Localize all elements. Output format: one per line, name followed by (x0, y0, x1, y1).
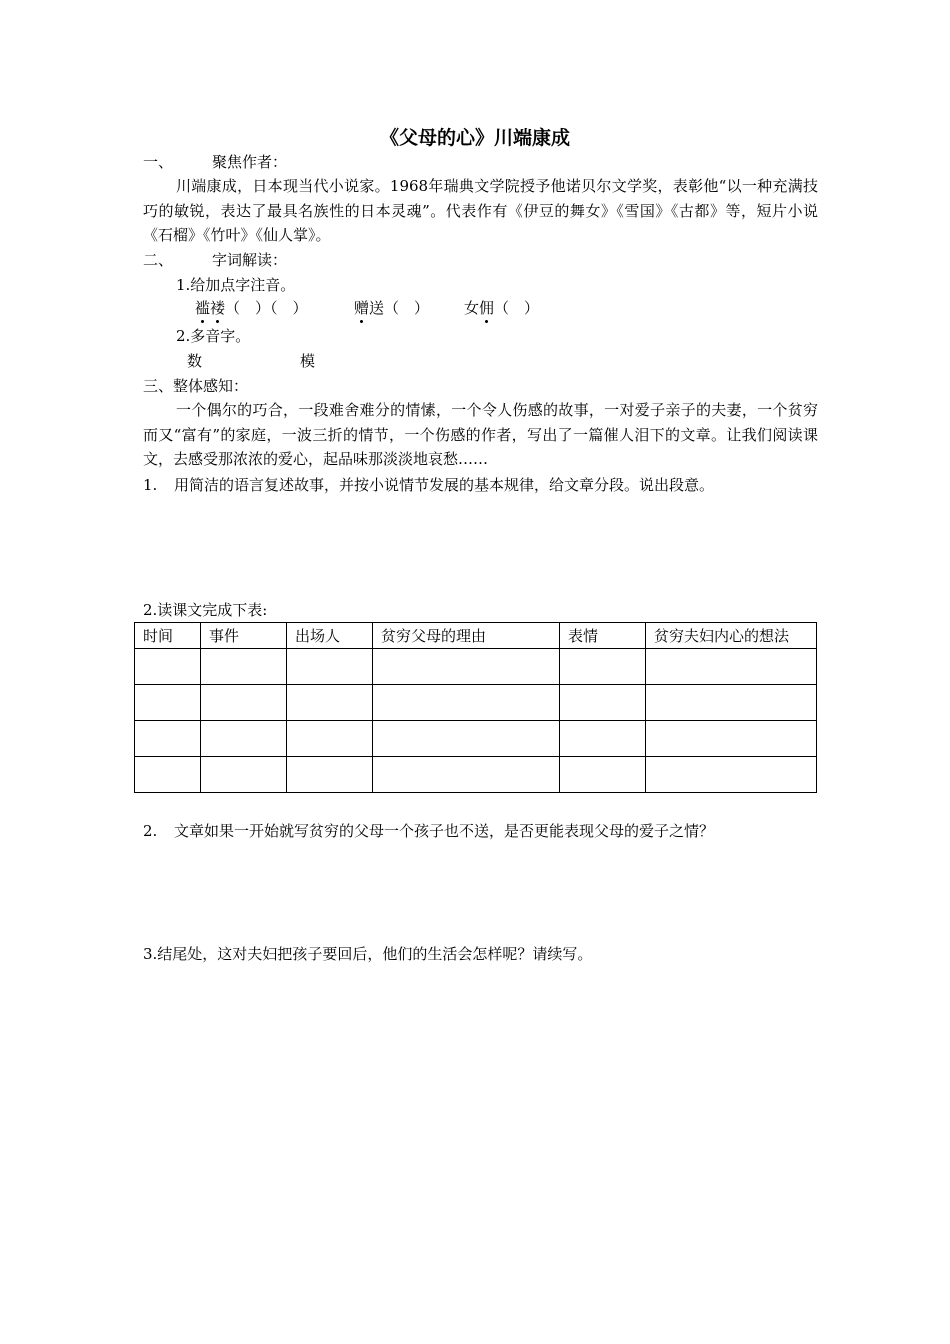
overview-paragraph: 一个偶尔的巧合，一段难舍难分的情愫，一个令人伤感的故事，一对爱子亲子的夫妻，一个贫穷而又“富有”的家庭，一波三折的情节，一个伤感的作者，写出了一篇催人泪下的文章。让我们阅读课文，去感受那浓浓的爱心，起品味那淡淡地哀愁…… (143, 401, 818, 468)
section2-heading: 字词解读： (212, 251, 288, 269)
table-cell[interactable] (646, 757, 817, 793)
table-cell[interactable] (560, 649, 646, 685)
plain-char: 送 (369, 299, 385, 317)
answer-blank[interactable]: （ ） (384, 299, 430, 317)
header-inner-thoughts: 贫穷夫妇内心的想法 (646, 623, 817, 649)
polyphone-shu: 数 (187, 352, 203, 370)
word-zengsong (354, 298, 429, 318)
table-cell[interactable] (373, 721, 560, 757)
table-row (135, 757, 817, 793)
section3-heading: 三、整体感知： (143, 377, 249, 395)
table-cell[interactable] (287, 757, 373, 793)
table-cell[interactable] (201, 721, 287, 757)
section1-number: 一、 (143, 153, 174, 171)
header-reason: 贫穷父母的理由 (373, 623, 560, 649)
table-cell[interactable] (560, 685, 646, 721)
reading-table (134, 622, 817, 793)
table-row (135, 685, 817, 721)
table-cell[interactable] (201, 685, 287, 721)
table-cell[interactable] (201, 757, 287, 793)
question-opening-number: 2. (143, 822, 158, 840)
table-cell[interactable] (287, 649, 373, 685)
table-cell[interactable] (287, 685, 373, 721)
table-cell[interactable] (135, 721, 201, 757)
document-title: 《父母的心》川端康成 (379, 127, 570, 149)
table-cell[interactable] (373, 649, 560, 685)
answer-blank[interactable]: （ ）（ ） (225, 299, 308, 317)
header-time: 时间 (135, 623, 201, 649)
word-nvyong (464, 298, 539, 318)
question1-number: 1. (143, 476, 158, 494)
table-cell[interactable] (646, 685, 817, 721)
table-cell[interactable] (646, 649, 817, 685)
table-cell[interactable] (646, 721, 817, 757)
section1-heading: 聚焦作者： (212, 153, 288, 171)
table-cell[interactable] (560, 721, 646, 757)
table-cell[interactable] (373, 685, 560, 721)
table-cell[interactable] (373, 757, 560, 793)
polyphone-mo: 模 (300, 352, 316, 370)
table-header-row (135, 623, 817, 649)
polyphone-question: 2.多音字。 (176, 327, 251, 345)
word-lanlv (195, 298, 308, 318)
dotted-char: 褛 (210, 299, 226, 317)
dotted-char: 佣 (479, 299, 495, 317)
header-event: 事件 (201, 623, 287, 649)
header-characters: 出场人 (287, 623, 373, 649)
table-cell[interactable] (201, 649, 287, 685)
table-row (135, 649, 817, 685)
table-question-label: 2.读课文完成下表: (143, 601, 268, 619)
section2-number: 二、 (143, 251, 174, 269)
table-cell[interactable] (135, 649, 201, 685)
answer-blank[interactable]: （ ） (494, 299, 540, 317)
plain-char: 女 (464, 299, 480, 317)
question-opening-text: 文章如果一开始就写贫穷的父母一个孩子也不送，是否更能表现父母的爱子之情？ (174, 822, 715, 840)
header-expression: 表情 (560, 623, 646, 649)
table-cell[interactable] (287, 721, 373, 757)
dotted-char: 褴 (195, 299, 211, 317)
author-intro-paragraph: 川端康成，日本现当代小说家。1968年瑞典文学院授予他诺贝尔文学奖，表彰他“以一种充满技巧的敏锐，表达了最具名族性的日本灵魂”。代表作有《伊豆的舞女》《雪国》《古都》等，短片小说《石榴》《竹叶》《仙人掌》。 (143, 177, 818, 244)
table-cell[interactable] (135, 757, 201, 793)
table-cell[interactable] (135, 685, 201, 721)
dotted-char: 赠 (354, 299, 370, 317)
table-cell[interactable] (560, 757, 646, 793)
table-row (135, 721, 817, 757)
pinyin-question: 1.给加点字注音。 (176, 276, 296, 294)
question-continue-writing: 3.结尾处，这对夫妇把孩子要回后，他们的生活会怎样呢？请续写。 (143, 945, 593, 963)
question1-text: 用简洁的语言复述故事，并按小说情节发展的基本规律，给文章分段。说出段意。 (174, 476, 715, 494)
